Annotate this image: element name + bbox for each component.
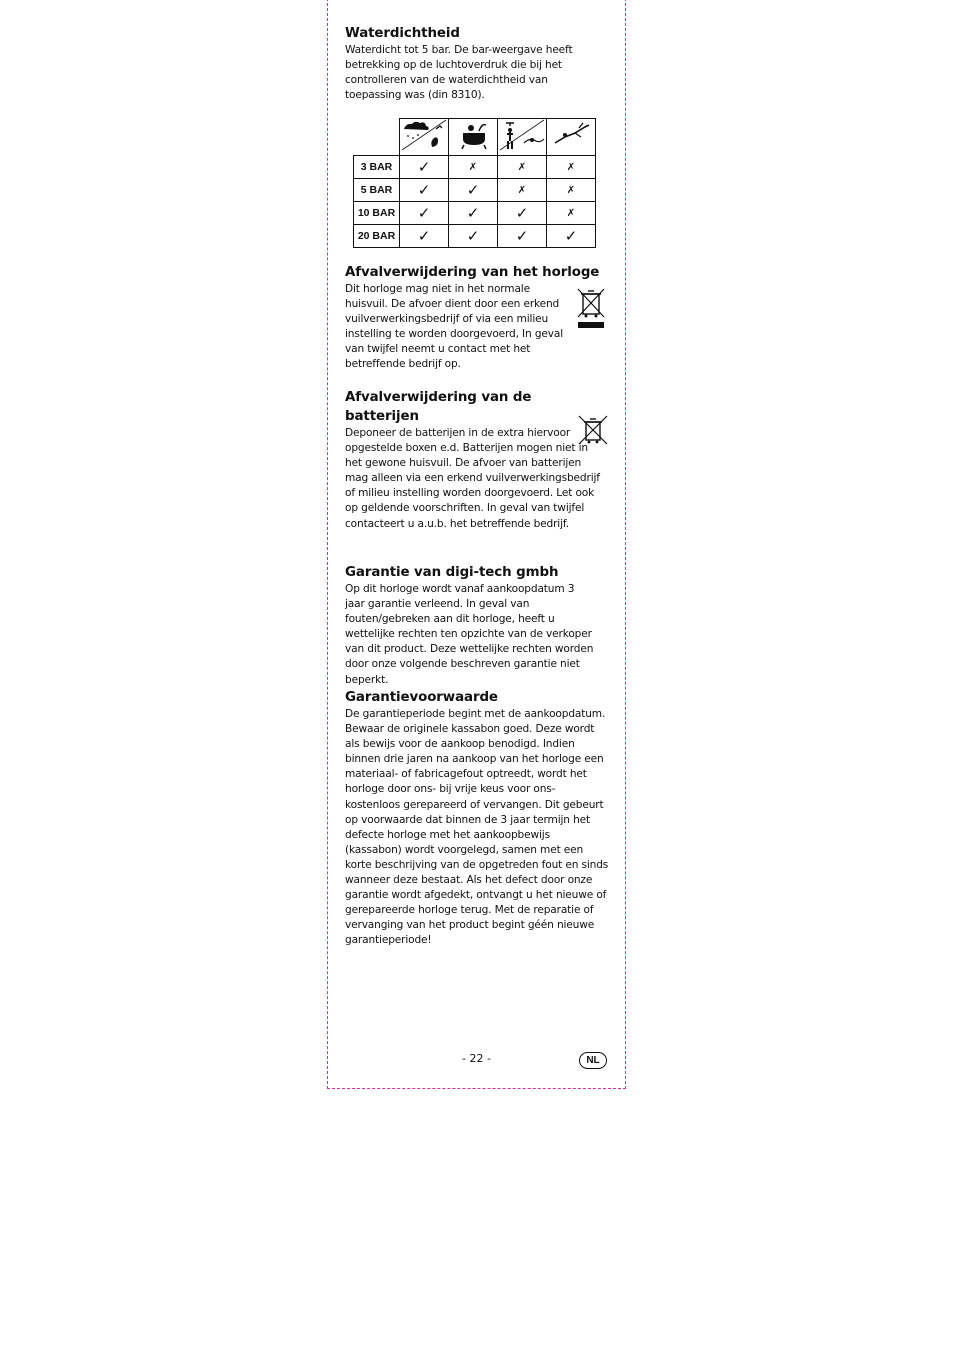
rain-splash-icon: [400, 119, 449, 156]
section-afval-horloge: [345, 263, 610, 373]
heading-garantie: Garantie van digi-tech gmbh: [345, 565, 559, 580]
table-corner: [354, 119, 400, 156]
cross-mark: ✗: [547, 156, 596, 179]
row-label: 20 BAR: [354, 225, 400, 248]
check-mark: ✓: [449, 179, 498, 202]
section-voorwaarde: [345, 688, 610, 949]
cross-mark: ✗: [498, 156, 547, 179]
heading-voorwaarde: Garantievoorwaarde: [345, 690, 498, 705]
check-mark: ✓: [400, 156, 449, 179]
dive-icon: [547, 119, 596, 156]
table-header-row: [354, 119, 596, 156]
cross-mark: ✗: [547, 202, 596, 225]
table-row: [354, 156, 596, 179]
section-waterdichtheid: [345, 24, 610, 103]
heading-afval-batterijen: Afvalverwijdering van de batterijen: [345, 390, 532, 424]
cross-mark: ✗: [498, 179, 547, 202]
cross-mark: ✗: [449, 156, 498, 179]
check-mark: ✓: [400, 202, 449, 225]
text-afval-batterijen: Deponeer de batterijen in de extra hiervoor opgestelde boxen e.d. Batterijen mogen niet in het gewone huisvuil. De afvoer van batterijen mag alleen via een erkend vuilverwerkingsbedrijf of milieu instelling worden doorgevoerd. Let ook op geldende voorschriften. In geval van twijfel contacteert u a.u.b. het betreffende bedrijf.: [345, 427, 600, 530]
check-mark: ✓: [547, 225, 596, 248]
check-mark: ✓: [449, 202, 498, 225]
section-afval-batterijen: [345, 388, 610, 532]
table-row: [354, 179, 596, 202]
row-label: 5 BAR: [354, 179, 400, 202]
shower-swim-icon: [498, 119, 547, 156]
text-afval-horloge: Dit horloge mag niet in het normale huisvuil. De afvoer dient door een erkend vuilverwerkingsbedrijf of via een milieu instelling te worden doorgevoerd, In geval van twijfel neemt u contact met het betreffende bedrijf op.: [345, 283, 564, 371]
cross-mark: ✗: [547, 179, 596, 202]
table-row: [354, 225, 596, 248]
water-resistance-table: [353, 118, 596, 248]
check-mark: ✓: [400, 225, 449, 248]
check-mark: ✓: [400, 179, 449, 202]
check-mark: ✓: [498, 225, 547, 248]
battery-bin-icon: [577, 414, 609, 450]
check-mark: ✓: [449, 225, 498, 248]
check-mark: ✓: [498, 202, 547, 225]
text-voorwaarde: De garantieperiode begint met de aankoopdatum. Bewaar de originele kassabon goed. Deze wordt als bewijs voor de aankoop benodigd. Indien binnen drie jaren na aankoop van het horloge een materiaal- of fabricagefout optreedt, wordt het horloge door ons- bij vrije keus voor ons- kostenloos gerepareerd of vervangen. Dit gebeurt op voorwaarde dat binnen de 3 jaar termijn het defecte horloge met het aankoopbewijs (kassabon) wordt voorgelegd, samen met een korte beschrijving van de opgetreden fout en sinds wanneer deze bestaat. Als het defect door onze garantie wordt afgedekt, ontvangt u het nieuwe of gerepareerde horloge terug. Met de reparatie of vervanging van het product begint géén nieuwe garantieperiode!: [345, 708, 609, 947]
text-garantie: Op dit horloge wordt vanaf aankoopdatum 3 jaar garantie verleend. In geval van fouten/gebreken aan dit horloge, heeft u wettelijke rechten ten opzichte van de verkoper van dit product. Deze wettelijke rechten worden door onze volgende beschreven garantie niet beperkt.: [345, 583, 594, 686]
row-label: 3 BAR: [354, 156, 400, 179]
page-number: - 22 -: [462, 1052, 491, 1065]
heading-waterdichtheid: Waterdichtheid: [345, 26, 460, 41]
table-row: [354, 202, 596, 225]
section-garantie: [345, 563, 610, 688]
language-badge: NL: [579, 1052, 607, 1069]
heading-afval-horloge: Afvalverwijdering van het horloge: [345, 265, 600, 280]
bath-icon: [449, 119, 498, 156]
crossed-bin-icon: [575, 286, 607, 334]
row-label: 10 BAR: [354, 202, 400, 225]
text-waterdichtheid: Waterdicht tot 5 bar. De bar-weergave heeft betrekking op de luchtoverdruk die bij het controlleren van de waterdichtheid van toepassing was (din 8310).: [345, 44, 573, 102]
